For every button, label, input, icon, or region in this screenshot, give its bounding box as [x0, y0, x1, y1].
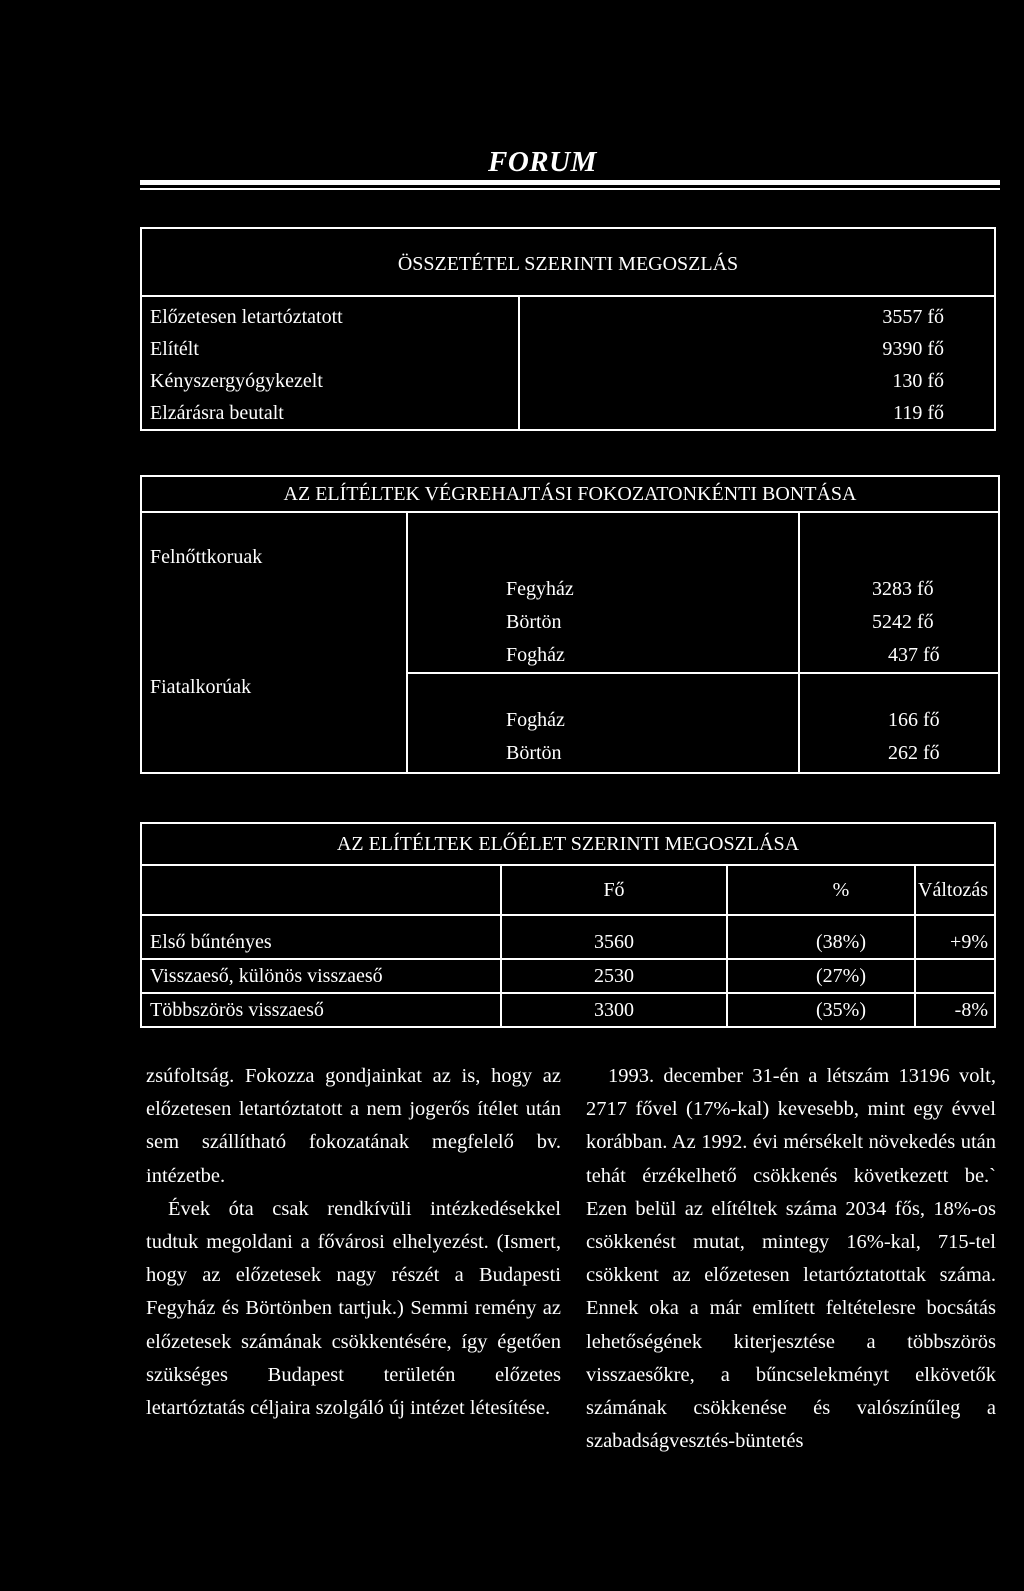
row-count: 2530: [501, 959, 727, 993]
group-label: Fiatalkorúak: [150, 676, 252, 698]
article-right-column: [586, 1060, 996, 1458]
row-label: Kényszergyógykezelt: [150, 370, 323, 392]
row-change: +9%: [915, 915, 995, 959]
execution-degree-table: [140, 475, 1000, 774]
row-percent: (27%): [727, 959, 915, 993]
page-header-title: FORUM: [488, 146, 597, 178]
column-header-percent: %: [727, 865, 915, 915]
degree-value: 166 fő: [888, 709, 940, 731]
degree-value: 437 fő: [888, 644, 940, 666]
table-row: [141, 993, 995, 1027]
degree-type: Börtön: [506, 611, 562, 633]
row-percent: (35%): [727, 993, 915, 1027]
column-header-change: Változás: [915, 865, 995, 915]
row-label: Elítélt: [150, 338, 199, 360]
composition-table: [140, 227, 996, 431]
criminal-history-table-title: AZ ELÍTÉLTEK ELŐÉLET SZERINTI MEGOSZLÁSA: [141, 823, 995, 865]
degree-type: Fogház: [506, 644, 565, 666]
criminal-history-table: [140, 822, 996, 1028]
row-label: Előzetesen letartóztatott: [150, 306, 343, 328]
row-change: -8%: [915, 993, 995, 1027]
row-percent: (38%): [727, 915, 915, 959]
column-header-count: Fő: [501, 865, 727, 915]
degree-value: 262 fő: [888, 742, 940, 764]
degree-value: 5242 fő: [872, 611, 934, 633]
table-row: [141, 296, 995, 430]
degree-value: 3283 fő: [872, 578, 934, 600]
row-label: Többszörös visszaeső: [141, 993, 501, 1027]
row-change: [915, 959, 995, 993]
degree-type: Fegyház: [506, 578, 574, 600]
row-count: 3300: [501, 993, 727, 1027]
row-count: 3560: [501, 915, 727, 959]
composition-table-title: ÖSSZETÉTEL SZERINTI MEGOSZLÁS: [141, 228, 995, 296]
article-left-column: [146, 1060, 561, 1425]
row-label: Első bűntényes: [141, 915, 501, 959]
row-value: 3557 fő: [882, 306, 944, 328]
row-label: Visszaeső, különös visszaeső: [141, 959, 501, 993]
table-row: [141, 915, 995, 959]
degree-type: Fogház: [506, 709, 565, 731]
row-label: Elzárásra beutalt: [150, 402, 284, 424]
row-value: 119 fő: [893, 402, 944, 424]
table-row: [141, 959, 995, 993]
row-value: 130 fő: [892, 370, 944, 392]
execution-degree-table-title: AZ ELÍTÉLTEK VÉGREHAJTÁSI FOKOZATONKÉNTI BONTÁSA: [141, 476, 999, 512]
paragraph: 1993. december 31-én a létszám 13196 volt, 2717 fővel (17%-kal) kevesebb, mint egy évvel korábban. Az 1992. évi mérsékelt növekedés után tehát érzékelhető csökkenés következett be.` Ezen belül az elítéltek száma 2034 fős, 18%-os csökkenést mutat, mintegy 16%-kal, 715-tel csökkent az előzetesen letartóztatottak száma. Ennek oka a már említett feltételesre bocsátás lehetőségének kiterjesztése a többszörös visszaesőkre, a bűncselekményt elkövetők számának csökkenése és valószínűleg a szabadságvesztés-büntetés: [586, 1065, 996, 1453]
paragraph: zsúfoltság. Fokozza gondjainkat az is, hogy az előzetesen letartóztatott a nem jogerős ítélet után sem szállítható fokozatának megfelelő bv. intézetbe.: [146, 1065, 561, 1187]
paragraph: Évek óta csak rendkívüli intézkedésekkel tudtuk megoldani a fővárosi elhelyezést. (Ismert, hogy az előzetesek nagy részét a Budapesti Fegyház és Börtönben tartjuk.) Semmi remény az előzetesek számának csökkentésére, így égetően szükséges Budapest területén előzetes letartóztatás céljaira szolgáló új intézet létesítése.: [146, 1197, 561, 1420]
row-value: 9390 fő: [882, 338, 944, 360]
header-rule: [140, 180, 1000, 185]
header-rule-thin: [140, 188, 1000, 190]
group-label: Felnőttkoruak: [150, 546, 263, 568]
degree-type: Börtön: [506, 742, 562, 764]
